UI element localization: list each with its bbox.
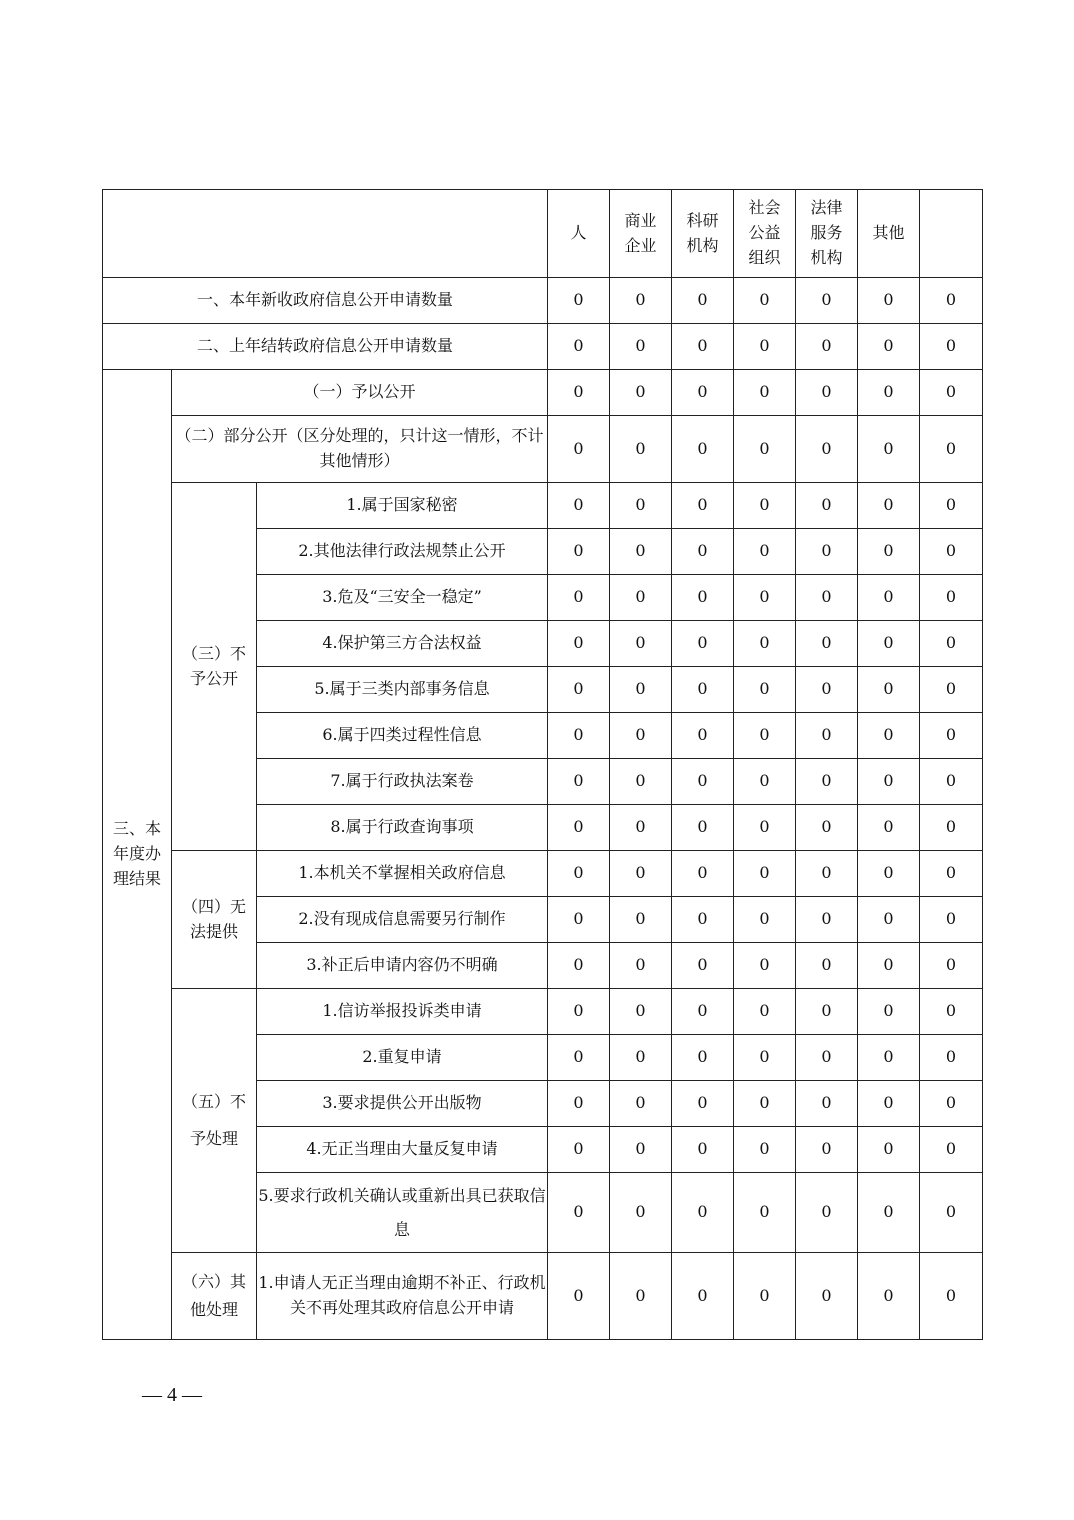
value-cell: 0 xyxy=(672,1253,734,1340)
row-label: 3.补正后申请内容仍不明确 xyxy=(257,943,548,989)
row-label: 3.危及“三安全一稳定” xyxy=(257,575,548,621)
row-label: 1.本机关不掌握相关政府信息 xyxy=(257,851,548,897)
value-cell: 0 xyxy=(920,529,983,575)
value-cell: 0 xyxy=(920,483,983,529)
row-label: 2.其他法律行政法规禁止公开 xyxy=(257,529,548,575)
value-cell: 0 xyxy=(548,621,610,667)
value-cell: 0 xyxy=(610,529,672,575)
value-cell: 0 xyxy=(734,759,796,805)
header-col-7 xyxy=(920,190,983,278)
value-cell: 0 xyxy=(734,483,796,529)
value-cell: 0 xyxy=(672,621,734,667)
value-cell: 0 xyxy=(610,370,672,416)
value-cell: 0 xyxy=(610,1081,672,1127)
value-cell: 0 xyxy=(858,324,920,370)
value-cell: 0 xyxy=(610,483,672,529)
value-cell: 0 xyxy=(796,897,858,943)
row-label: （一）予以公开 xyxy=(172,370,548,416)
value-cell: 0 xyxy=(548,483,610,529)
value-cell: 0 xyxy=(734,278,796,324)
value-cell: 0 xyxy=(858,851,920,897)
value-cell: 0 xyxy=(610,805,672,851)
value-cell: 0 xyxy=(734,943,796,989)
category-other-handling: （六）其 他处理 xyxy=(172,1253,257,1340)
row-label: 2.没有现成信息需要另行制作 xyxy=(257,897,548,943)
value-cell: 0 xyxy=(610,713,672,759)
value-cell: 0 xyxy=(672,1081,734,1127)
value-cell: 0 xyxy=(920,416,983,483)
value-cell: 0 xyxy=(858,897,920,943)
value-cell: 0 xyxy=(796,416,858,483)
value-cell: 0 xyxy=(796,1173,858,1253)
value-cell: 0 xyxy=(858,1081,920,1127)
value-cell: 0 xyxy=(548,713,610,759)
value-cell: 0 xyxy=(548,759,610,805)
value-cell: 0 xyxy=(734,989,796,1035)
value-cell: 0 xyxy=(796,621,858,667)
value-cell: 0 xyxy=(734,805,796,851)
value-cell: 0 xyxy=(672,278,734,324)
row-label: 2.重复申请 xyxy=(257,1035,548,1081)
value-cell: 0 xyxy=(610,621,672,667)
value-cell: 0 xyxy=(796,851,858,897)
row-label: 7.属于行政执法案卷 xyxy=(257,759,548,805)
value-cell: 0 xyxy=(920,621,983,667)
value-cell: 0 xyxy=(548,324,610,370)
value-cell: 0 xyxy=(734,851,796,897)
value-cell: 0 xyxy=(672,575,734,621)
category-not-processed: （五）不 予处理 xyxy=(172,989,257,1253)
value-cell: 0 xyxy=(610,759,672,805)
row-label: 1.信访举报投诉类申请 xyxy=(257,989,548,1035)
row-new-applications xyxy=(103,278,983,324)
value-cell: 0 xyxy=(796,989,858,1035)
value-cell: 0 xyxy=(548,897,610,943)
row-label: 1.申请人无正当理由逾期不补正、行政机关不再处理其政府信息公开申请 xyxy=(257,1253,548,1340)
value-cell: 0 xyxy=(920,1173,983,1253)
value-cell: 0 xyxy=(920,989,983,1035)
value-cell: 0 xyxy=(920,1081,983,1127)
header-blank-cell xyxy=(103,190,548,278)
value-cell: 0 xyxy=(734,1173,796,1253)
row-disclosed xyxy=(103,370,983,416)
value-cell: 0 xyxy=(858,416,920,483)
value-cell: 0 xyxy=(734,370,796,416)
value-cell: 0 xyxy=(858,483,920,529)
value-cell: 0 xyxy=(734,1127,796,1173)
value-cell: 0 xyxy=(920,575,983,621)
value-cell: 0 xyxy=(858,805,920,851)
value-cell: 0 xyxy=(548,370,610,416)
value-cell: 0 xyxy=(920,1127,983,1173)
page-number: — 4 — xyxy=(142,1384,202,1406)
value-cell: 0 xyxy=(610,943,672,989)
table-row xyxy=(103,483,983,529)
value-cell: 0 xyxy=(548,416,610,483)
section-3-label: 三、本 年度办 理结果 xyxy=(103,370,172,1340)
value-cell: 0 xyxy=(548,1127,610,1173)
value-cell: 0 xyxy=(920,943,983,989)
value-cell: 0 xyxy=(858,1173,920,1253)
table-row xyxy=(103,989,983,1035)
value-cell: 0 xyxy=(548,529,610,575)
value-cell: 0 xyxy=(672,529,734,575)
value-cell: 0 xyxy=(858,621,920,667)
value-cell: 0 xyxy=(672,416,734,483)
row-label: 1.属于国家秘密 xyxy=(257,483,548,529)
value-cell: 0 xyxy=(610,1253,672,1340)
value-cell: 0 xyxy=(920,1253,983,1340)
table-row xyxy=(103,1253,983,1340)
value-cell: 0 xyxy=(672,370,734,416)
value-cell: 0 xyxy=(672,483,734,529)
row-label: 4.无正当理由大量反复申请 xyxy=(257,1127,548,1173)
header-row xyxy=(103,190,983,278)
value-cell: 0 xyxy=(858,1035,920,1081)
value-cell: 0 xyxy=(858,667,920,713)
value-cell: 0 xyxy=(672,759,734,805)
value-cell: 0 xyxy=(610,324,672,370)
value-cell: 0 xyxy=(858,1127,920,1173)
value-cell: 0 xyxy=(920,759,983,805)
value-cell: 0 xyxy=(858,759,920,805)
value-cell: 0 xyxy=(734,416,796,483)
header-col-3: 科研 机构 xyxy=(672,190,734,278)
value-cell: 0 xyxy=(734,1081,796,1127)
value-cell: 0 xyxy=(796,278,858,324)
value-cell: 0 xyxy=(610,1035,672,1081)
value-cell: 0 xyxy=(796,324,858,370)
header-col-1: 人 xyxy=(548,190,610,278)
value-cell: 0 xyxy=(672,1127,734,1173)
value-cell: 0 xyxy=(796,943,858,989)
value-cell: 0 xyxy=(548,575,610,621)
value-cell: 0 xyxy=(672,1035,734,1081)
value-cell: 0 xyxy=(672,989,734,1035)
value-cell: 0 xyxy=(858,943,920,989)
value-cell: 0 xyxy=(610,667,672,713)
value-cell: 0 xyxy=(734,324,796,370)
value-cell: 0 xyxy=(796,1081,858,1127)
value-cell: 0 xyxy=(858,529,920,575)
value-cell: 0 xyxy=(920,805,983,851)
value-cell: 0 xyxy=(548,1081,610,1127)
value-cell: 0 xyxy=(610,1127,672,1173)
value-cell: 0 xyxy=(672,667,734,713)
value-cell: 0 xyxy=(734,713,796,759)
value-cell: 0 xyxy=(734,621,796,667)
row-partially-disclosed xyxy=(103,416,983,483)
value-cell: 0 xyxy=(796,529,858,575)
value-cell: 0 xyxy=(920,897,983,943)
value-cell: 0 xyxy=(796,667,858,713)
value-cell: 0 xyxy=(672,713,734,759)
value-cell: 0 xyxy=(734,667,796,713)
value-cell: 0 xyxy=(920,370,983,416)
value-cell: 0 xyxy=(610,897,672,943)
row-carried-over xyxy=(103,324,983,370)
value-cell: 0 xyxy=(548,667,610,713)
value-cell: 0 xyxy=(796,713,858,759)
value-cell: 0 xyxy=(734,575,796,621)
value-cell: 0 xyxy=(920,667,983,713)
value-cell: 0 xyxy=(672,851,734,897)
value-cell: 0 xyxy=(548,1035,610,1081)
header-col-4: 社会 公益 组织 xyxy=(734,190,796,278)
value-cell: 0 xyxy=(734,529,796,575)
value-cell: 0 xyxy=(796,805,858,851)
value-cell: 0 xyxy=(920,324,983,370)
value-cell: 0 xyxy=(858,1253,920,1340)
value-cell: 0 xyxy=(548,943,610,989)
value-cell: 0 xyxy=(548,1173,610,1253)
row-label: 一、本年新收政府信息公开申请数量 xyxy=(103,278,548,324)
row-label: 4.保护第三方合法权益 xyxy=(257,621,548,667)
value-cell: 0 xyxy=(796,370,858,416)
value-cell: 0 xyxy=(672,324,734,370)
value-cell: 0 xyxy=(858,989,920,1035)
value-cell: 0 xyxy=(734,1035,796,1081)
value-cell: 0 xyxy=(796,1253,858,1340)
value-cell: 0 xyxy=(610,575,672,621)
value-cell: 0 xyxy=(548,989,610,1035)
value-cell: 0 xyxy=(548,1253,610,1340)
value-cell: 0 xyxy=(858,278,920,324)
value-cell: 0 xyxy=(610,278,672,324)
value-cell: 0 xyxy=(610,851,672,897)
value-cell: 0 xyxy=(920,1035,983,1081)
value-cell: 0 xyxy=(672,897,734,943)
value-cell: 0 xyxy=(858,713,920,759)
value-cell: 0 xyxy=(610,989,672,1035)
value-cell: 0 xyxy=(796,1127,858,1173)
row-label: 8.属于行政查询事项 xyxy=(257,805,548,851)
value-cell: 0 xyxy=(796,483,858,529)
row-label: 3.要求提供公开出版物 xyxy=(257,1081,548,1127)
row-label: 二、上年结转政府信息公开申请数量 xyxy=(103,324,548,370)
value-cell: 0 xyxy=(920,851,983,897)
value-cell: 0 xyxy=(548,278,610,324)
row-label: （二）部分公开（区分处理的，只计这一情形，不计其他情形） xyxy=(172,416,548,483)
row-label: 5.属于三类内部事务信息 xyxy=(257,667,548,713)
value-cell: 0 xyxy=(610,1173,672,1253)
row-label: 6.属于四类过程性信息 xyxy=(257,713,548,759)
value-cell: 0 xyxy=(920,713,983,759)
value-cell: 0 xyxy=(920,278,983,324)
value-cell: 0 xyxy=(796,759,858,805)
value-cell: 0 xyxy=(672,943,734,989)
table-row xyxy=(103,851,983,897)
value-cell: 0 xyxy=(858,370,920,416)
value-cell: 0 xyxy=(796,1035,858,1081)
row-label: 5.要求行政机关确认或重新出具已获取信息 xyxy=(257,1173,548,1253)
statistics-table xyxy=(102,189,983,1340)
value-cell: 0 xyxy=(610,416,672,483)
value-cell: 0 xyxy=(734,1253,796,1340)
header-col-5: 法律 服务 机构 xyxy=(796,190,858,278)
value-cell: 0 xyxy=(672,805,734,851)
value-cell: 0 xyxy=(796,575,858,621)
value-cell: 0 xyxy=(858,575,920,621)
value-cell: 0 xyxy=(548,805,610,851)
value-cell: 0 xyxy=(734,897,796,943)
header-col-2: 商业 企业 xyxy=(610,190,672,278)
value-cell: 0 xyxy=(672,1173,734,1253)
category-not-disclosed: （三）不 予公开 xyxy=(172,483,257,851)
category-unable-to-provide: （四）无 法提供 xyxy=(172,851,257,989)
header-col-6: 其他 xyxy=(858,190,920,278)
value-cell: 0 xyxy=(548,851,610,897)
